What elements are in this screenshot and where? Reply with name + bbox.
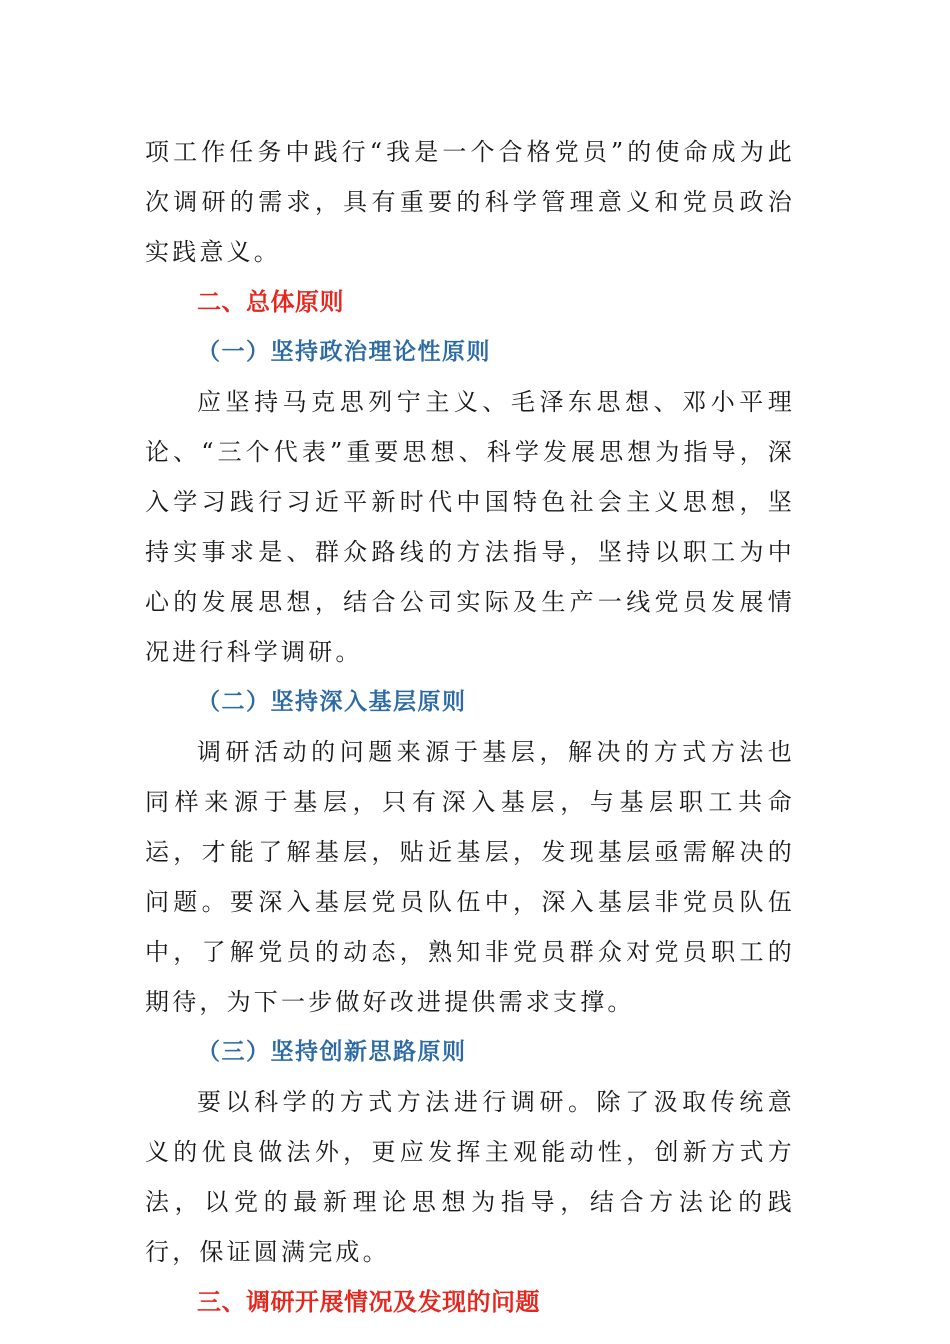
- subsection-heading-political-theory: （一）坚持政治理论性原则: [197, 338, 491, 365]
- document-body: [145, 127, 795, 1327]
- section-heading-research-findings: 三、调研开展情况及发现的问题: [197, 1288, 540, 1316]
- paragraph-grassroots: 调研活动的问题来源于基层，解决的方式方法也同样来源于基层，只有深入基层，与基层职工共命运，才能了解基层，贴近基层，发现基层亟需解决的问题。要深入基层党员队伍中，深入基层非党员队伍中，了解党员的动态，熟知非党员群众对党员职工的期待，为下一步做好改进提供需求支撑。: [145, 738, 795, 1016]
- subsection-heading-grassroots: （二）坚持深入基层原则: [197, 688, 467, 715]
- paragraph-political-theory: 应坚持马克思列宁主义、毛泽东思想、邓小平理论、“三个代表”重要思想、科学发展思想为指导，深入学习践行习近平新时代中国特色社会主义思想，坚持实事求是、群众路线的方法指导，坚持以职工为中心的发展思想，结合公司实际及生产一线党员发展情况进行科学调研。: [145, 388, 795, 666]
- paragraph-innovation: 要以科学的方式方法进行调研。除了汲取传统意义的优良做法外，更应发挥主观能动性，创新方式方法，以党的最新理论思想为指导，结合方法论的践行，保证圆满完成。: [145, 1088, 795, 1266]
- paragraph-continued: 项工作任务中践行“我是一个合格党员”的使命成为此次调研的需求，具有重要的科学管理意义和党员政治实践意义。: [145, 138, 795, 266]
- subsection-heading-innovation: （三）坚持创新思路原则: [197, 1038, 467, 1065]
- section-heading-principles: 二、总体原则: [197, 288, 344, 316]
